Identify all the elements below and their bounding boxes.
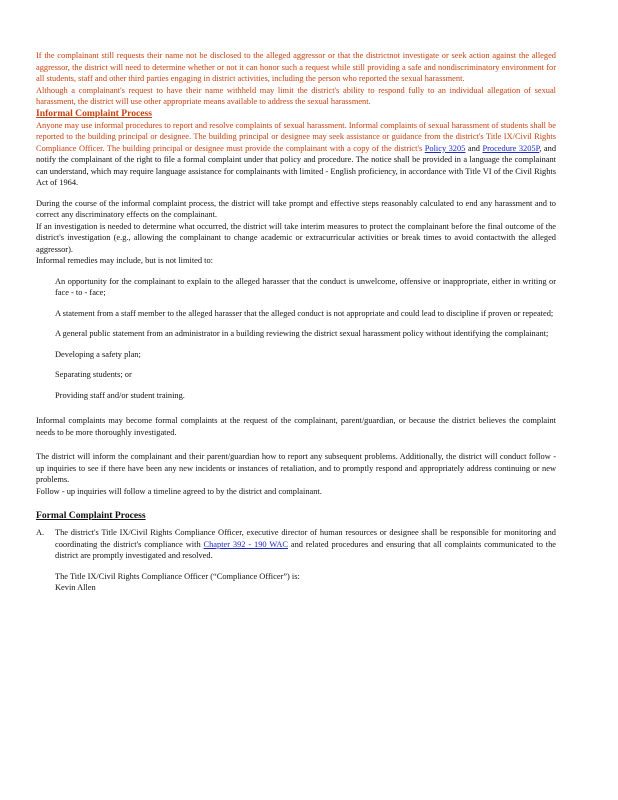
document-body <box>36 50 556 594</box>
list-item <box>36 276 556 299</box>
list-item <box>36 308 556 320</box>
informal-complaint-heading: Informal Complaint Process <box>36 107 153 119</box>
bullet-icon <box>36 308 55 320</box>
paragraph-follow-up: Follow - up inquiries will follow a timeline agreed to by the district and complainant. <box>36 486 322 496</box>
list-item <box>36 328 556 340</box>
formal-item-a-text <box>55 527 556 562</box>
paragraph-informal-remedies: Informal remedies may include, but is not limited to: <box>36 256 213 265</box>
paragraph-interim-measures: If an investigation is needed to determine what occurred, the district will take interim measures to protect the complainant before the final outcome of the district's investigation (e.g., allowing the complainant to change academic or extracurricular activities or break times to avoid contactwith the alleged aggressor). <box>36 221 556 254</box>
list-item <box>36 349 556 361</box>
paragraph-inform-complainant: The district will inform the complainant and their parent/guardian how to report any subsequent problems. Additionally, the district will conduct follow - up inquiries to see if there have been any new incidents or instances of retaliation, and to promptly respond and appropriately address continuing or new problems. <box>36 452 556 484</box>
list-item <box>36 390 556 402</box>
remedy-text: A general public statement from an administrator in a building reviewing the district sexual harassment policy without identifying the complainant; <box>55 329 549 338</box>
remedy-text: Developing a safety plan; <box>55 349 141 359</box>
formal-complaint-heading: Formal Complaint Process <box>36 510 146 521</box>
compliance-officer-name: Kevin Allen <box>55 583 96 592</box>
remedy-text: A statement from a staff member to the alleged harasser that the alleged conduct is not appropriate and could lead to discipline if proven or repeated; <box>55 308 554 318</box>
remedy-text: Separating students; or <box>55 370 132 379</box>
bullet-icon <box>36 369 55 381</box>
and-text: and <box>467 143 480 153</box>
list-item <box>36 369 556 381</box>
paragraph-informal-intro <box>36 120 556 189</box>
paragraph-informal-course: During the course of the informal complaint process, the district will take prompt and effective steps reasonably calculated to end any harassment and to correct any discriminatory effects on the complainant. <box>36 198 556 219</box>
policy-3205-link[interactable]: Policy 3205 <box>424 143 466 153</box>
bullet-icon <box>36 349 55 361</box>
paragraph-name-disclosure: If the complainant still requests their name not be disclosed to the alleged aggressor or that the districtnot investigate or seek action against the alleged aggressor, the district will need to determine whether or not it can honor such a request while still providing a safe and nondiscriminatory environment for all students, staff and other third parties engaging in district activities, including the person who reported the sexual harassment. <box>36 51 556 83</box>
item-a-pre: The district's Title IX/Civil Rights Compliance Officer, executive director of human resources or designee shall be responsible for monitoring and coordinating the district's compliance with <box>55 528 556 549</box>
chapter-392-190-wac-link[interactable]: Chapter 392 - 190 WAC <box>203 539 288 549</box>
procedure-3205p-link[interactable]: Procedure 3205P <box>482 143 540 153</box>
compliance-officer-line: The Title IX/Civil Rights Compliance Officer (“Compliance Officer”) is: <box>55 571 300 581</box>
item-marker: A. <box>36 528 45 537</box>
formal-item-a <box>36 527 556 562</box>
paragraph-become-formal: Informal complaints may become formal complaints at the request of the complainant, parent/guardian, or because the district believes the complaint needs to be more thoroughly investigated. <box>36 416 556 437</box>
bullet-icon <box>36 276 55 299</box>
item-a-post: and related procedures and ensuring that all complaints communicated to the district are promptly investigated and resolved. <box>55 539 557 560</box>
remedy-text: Providing staff and/or student training. <box>55 390 185 400</box>
remedy-text: An opportunity for the complainant to explain to the alleged harasser that the conduct is unwelcome, offensive or inappropriate, either in writing or face - to - face; <box>55 276 556 297</box>
bullet-icon <box>36 328 55 340</box>
informal-intro-tail: , and notify the complainant of the right to file a formal complaint under that policy and procedure. The notice shall be provided in a language the complainant can understand, which may require language assistance for complainants with limited - English proficiency, in accordance with Title VI of the Civil Rights Act of 1964. <box>36 143 557 187</box>
paragraph-withheld-name: Although a complainant's request to have their name withheld may limit the district's ability to respond fully to an individual allegation of sexual harassment, the district will use other appropriate means available to address the sexual harassment. <box>36 85 556 106</box>
remedies-list <box>36 276 556 402</box>
informal-intro-text: Anyone may use informal procedures to report and resolve complaints of sexual harassment. Informal complaints of sexual harassment of students shall be reported to the building principal or designee. The building principal or designee may seek assistance or guidance from the district's Title IX/Civil Rights Compliance Officer. The building principal or designee must provide the complainant with a copy of the district's <box>36 120 556 153</box>
bullet-icon <box>36 390 55 402</box>
